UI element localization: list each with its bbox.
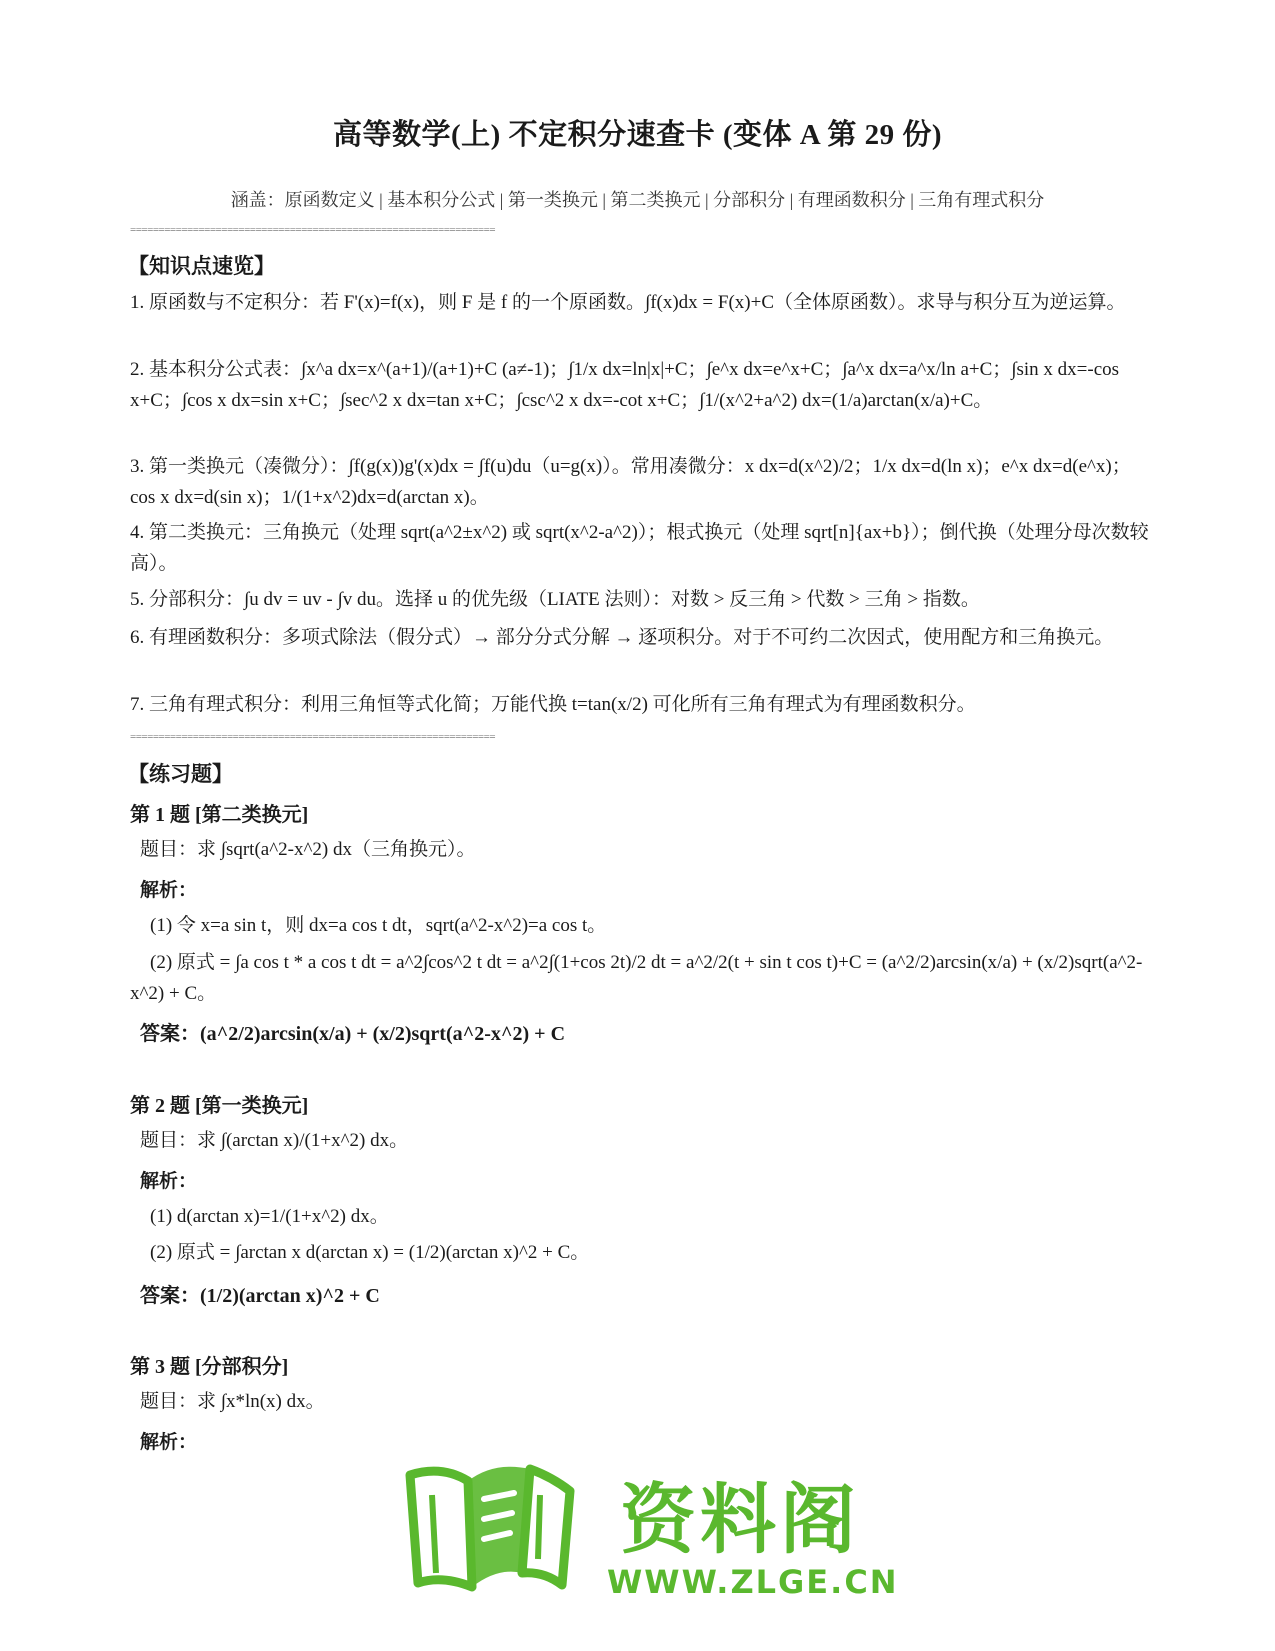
open-book-icon — [402, 1455, 602, 1605]
knowledge-item-1: 1. 原函数与不定积分：若 F'(x)=f(x)，则 F 是 f 的一个原函数。∫f(x)dx = F(x)+C（全体原函数）。求导与积分互为逆运算。 — [130, 292, 1126, 313]
watermark-logo — [402, 1455, 899, 1645]
question-2-step-2: (2) 原式 = ∫arctan x d(arctan x) = (1/2)(arctan x)^2 + C。 — [150, 1242, 590, 1263]
question-3-prompt: 题目：求 ∫x*ln(x) dx。 — [140, 1391, 325, 1412]
question-2-heading: 第 2 题 [第一类换元] — [130, 1095, 309, 1117]
knowledge-item-3: 3. 第一类换元（凑微分）：∫f(g(x))g'(x)dx = ∫f(u)du（u=g(x)）。常用凑微分：x dx=d(x^2)/2；1/x dx=d(ln x)；e^x dx=d(e^x)；cos x dx=d(sin x)；1/(1+x^2)dx=d(arctan x)。 — [130, 456, 1131, 508]
knowledge-item-7: 7. 三角有理式积分：利用三角恒等式化简；万能代换 t=tan(x/2) 可化所有三角有理式为有理函数积分。 — [130, 694, 976, 715]
watermark-url: WWW.ZLGE.CN — [607, 1563, 899, 1601]
question-1-heading: 第 1 题 [第二类换元] — [130, 804, 309, 826]
knowledge-item-5: 5. 分部积分：∫u dv = uv - ∫v du。选择 u 的优先级（LIATE 法则）：对数 > 反三角 > 代数 > 三角 > 指数。 — [130, 589, 980, 610]
question-1-prompt: 题目：求 ∫sqrt(a^2-x^2) dx（三角换元）。 — [140, 839, 476, 860]
knowledge-heading: 【知识点速览】 — [128, 254, 275, 278]
watermark-name: 资料阁 — [620, 1475, 860, 1564]
divider-rule: ================================================================ — [130, 224, 496, 236]
question-1-step-1: (1) 令 x=a sin t，则 dx=a cos t dt，sqrt(a^2-x^2)=a cos t。 — [150, 915, 607, 936]
knowledge-item-4: 4. 第二类换元：三角换元（处理 sqrt(a^2±x^2) 或 sqrt(x^2-a^2)）；根式换元（处理 sqrt[n]{ax+b}）；倒代换（处理分母次数较高）。 — [130, 522, 1149, 574]
knowledge-item-6: 6. 有理函数积分：多项式除法（假分式）→ 部分分式分解 → 逐项积分。对于不可约二次因式，使用配方和三角换元。 — [130, 627, 1114, 648]
question-1-analysis-label: 解析： — [140, 880, 198, 901]
divider-rule: ================================================================ — [130, 731, 496, 743]
page-title: 高等数学(上) 不定积分速查卡 (变体 A 第 29 份) — [333, 119, 942, 151]
question-2-answer: 答案：(1/2)(arctan x)^2 + C — [140, 1285, 380, 1307]
exercises-heading: 【练习题】 — [128, 762, 233, 786]
question-2-analysis-label: 解析： — [140, 1171, 198, 1192]
question-2-prompt: 题目：求 ∫(arctan x)/(1+x^2) dx。 — [140, 1130, 409, 1151]
question-3-heading: 第 3 题 [分部积分] — [130, 1356, 289, 1378]
question-2-step-1: (1) d(arctan x)=1/(1+x^2) dx。 — [150, 1206, 389, 1227]
question-1-answer: 答案：(a^2/2)arcsin(x/a) + (x/2)sqrt(a^2-x^2) + C — [140, 1023, 566, 1045]
knowledge-item-2: 2. 基本积分公式表：∫x^a dx=x^(a+1)/(a+1)+C (a≠-1)；∫1/x dx=ln|x|+C；∫e^x dx=e^x+C；∫a^x dx=a^x/ln a+C；∫sin x dx=-cos x+C；∫cos x dx=sin x+C；∫sec^2 x dx=tan x+C；∫csc^2 x dx=-cot x+C；∫1/(x^2+a^2) dx=(1/a)arctan(x/a)+C。 — [130, 359, 1120, 411]
question-1-step-2: (2) 原式 = ∫a cos t * a cos t dt = a^2∫cos^2 t dt = a^2∫(1+cos 2t)/2 dt = a^2/2(t + sin t cos t)+C = (a^2/2)arcsin(x/a) + (x/2)sqrt(a^2-x^2) + C。 — [130, 952, 1143, 1004]
page-subtitle: 涵盖：原函数定义 | 基本积分公式 | 第一类换元 | 第二类换元 | 分部积分 | 有理函数积分 | 三角有理式积分 — [230, 190, 1045, 210]
question-3-analysis-label: 解析： — [140, 1432, 198, 1453]
